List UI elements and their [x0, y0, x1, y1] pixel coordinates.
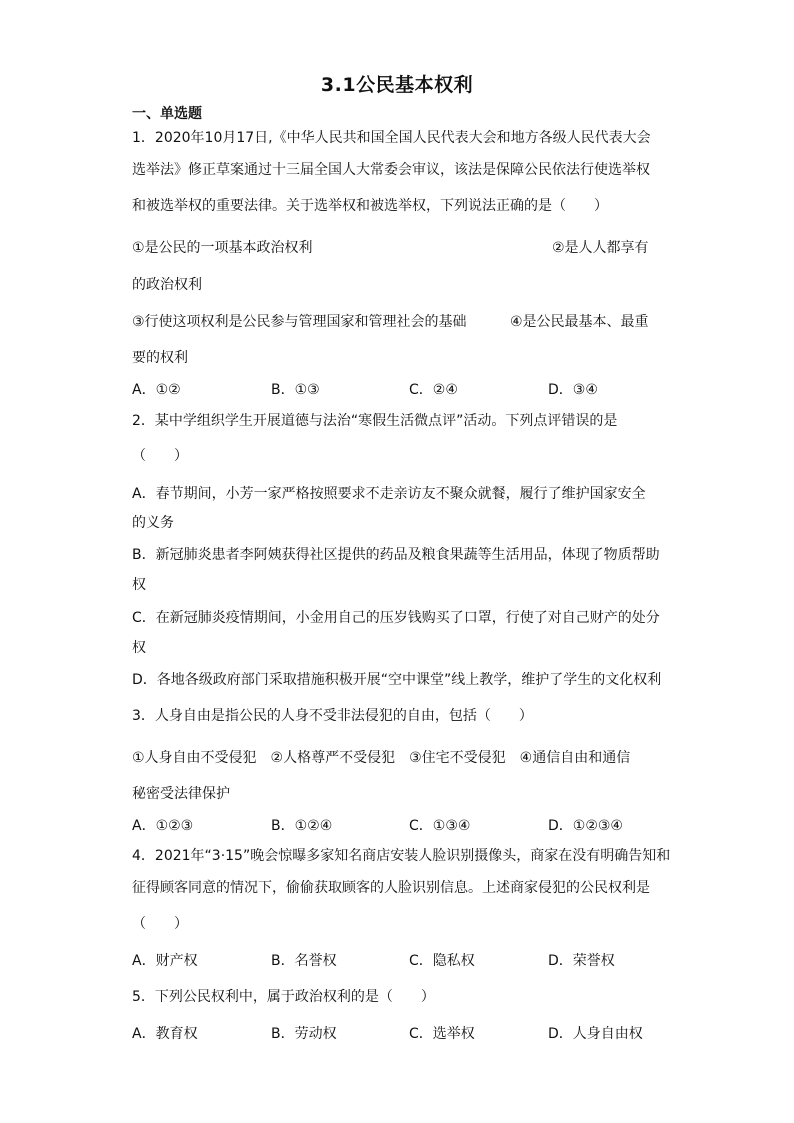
- q1-option-c[interactable]: C．②④: [409, 382, 458, 398]
- q2-option-b-line-2[interactable]: 权: [132, 577, 146, 593]
- q3-stem: 3．人身自由是指公民的人身不受非法侵犯的自由，包括（ ）: [132, 708, 533, 724]
- q5-option-c[interactable]: C．选举权: [409, 1026, 475, 1042]
- q4-stem-line-2: 征得顾客同意的情况下，偷偷获取顾客的人脸识别信息。上述商家侵犯的公民权利是: [132, 880, 650, 896]
- page-title: 3.1公民基本权利: [320, 74, 474, 96]
- q4-stem-line-3: （ ）: [132, 916, 188, 932]
- q2-option-d[interactable]: D．各地各级政府部门采取措施积极开展“空中课堂”线上教学，维护了学生的文化权利: [132, 672, 662, 688]
- q3-option-c[interactable]: C．①③④: [409, 818, 471, 834]
- q1-statement-1: ①是公民的一项基本政治权利: [132, 240, 313, 256]
- q2-stem-line-1: 2．某中学组织学生开展道德与法治“寒假生活微点评”活动。下列点评错误的是: [132, 413, 618, 429]
- q1-statement-3: ③行使这项权利是公民参与管理国家和管理社会的基础: [132, 314, 467, 330]
- q2-option-a-line-2[interactable]: 的义务: [132, 515, 174, 531]
- q3-statements-cont: 秘密受法律保护: [132, 786, 230, 802]
- q1-statement-4-cont: 要的权利: [132, 350, 188, 366]
- q1-statement-4: ④是公民最基本、最重: [510, 314, 649, 330]
- q3-option-d[interactable]: D．①②③④: [548, 818, 623, 834]
- q4-option-b[interactable]: B．名誉权: [271, 953, 337, 969]
- q2-option-b-line-1[interactable]: B．新冠肺炎患者李阿姨获得社区提供的药品及粮食果蔬等生活用品，体现了物质帮助: [132, 547, 660, 563]
- q1-stem-line-1: 1．2020年10月17日,《中华人民共和国全国人民代表大会和地方各级人民代表大会: [132, 130, 651, 146]
- q5-option-d[interactable]: D．人身自由权: [548, 1026, 643, 1042]
- q4-option-a[interactable]: A．财产权: [132, 953, 198, 969]
- q1-option-b[interactable]: B．①③: [271, 382, 320, 398]
- q1-stem-line-3: 和被选举权的重要法律。关于选举权和被选举权，下列说法正确的是（ ）: [132, 198, 608, 214]
- q1-option-d[interactable]: D．③④: [548, 382, 598, 398]
- q1-stem-line-2: 选举法》修正草案通过十三届全国人大常委会审议，该法是保障公民依法行使选举权: [132, 162, 650, 178]
- q3-option-b[interactable]: B．①②④: [271, 818, 333, 834]
- q4-option-c[interactable]: C．隐私权: [409, 953, 475, 969]
- q4-stem-line-1: 4．2021年“3·15”晚会惊曝多家知名商店安装人脸识别摄像头，商家在没有明确告知和: [132, 848, 671, 864]
- q1-statement-2-cont: 的政治权利: [132, 277, 202, 293]
- q2-option-a-line-1[interactable]: A．春节期间，小芳一家严格按照要求不走亲访友不聚众就餐，履行了维护国家安全: [132, 486, 646, 502]
- q2-option-c-line-2[interactable]: 权: [132, 640, 146, 656]
- q5-option-b[interactable]: B．劳动权: [271, 1026, 337, 1042]
- q1-statement-2: ②是人人都享有: [552, 240, 649, 256]
- q5-option-a[interactable]: A．教育权: [132, 1026, 198, 1042]
- q1-option-a[interactable]: A．①②: [132, 382, 181, 398]
- q5-stem: 5．下列公民权利中，属于政治权利的是（ ）: [132, 989, 435, 1005]
- section-heading: 一、单选题: [132, 106, 202, 122]
- q2-option-c-line-1[interactable]: C．在新冠肺炎疫情期间，小金用自己的压岁钱购买了口罩，行使了对自己财产的处分: [132, 610, 660, 626]
- q3-option-a[interactable]: A．①②③: [132, 818, 194, 834]
- q2-stem-line-2: （ ）: [132, 448, 188, 464]
- q4-option-d[interactable]: D．荣誉权: [548, 953, 615, 969]
- q3-statements: ①人身自由不受侵犯 ②人格尊严不受侵犯 ③住宅不受侵犯 ④通信自由和通信: [132, 750, 631, 766]
